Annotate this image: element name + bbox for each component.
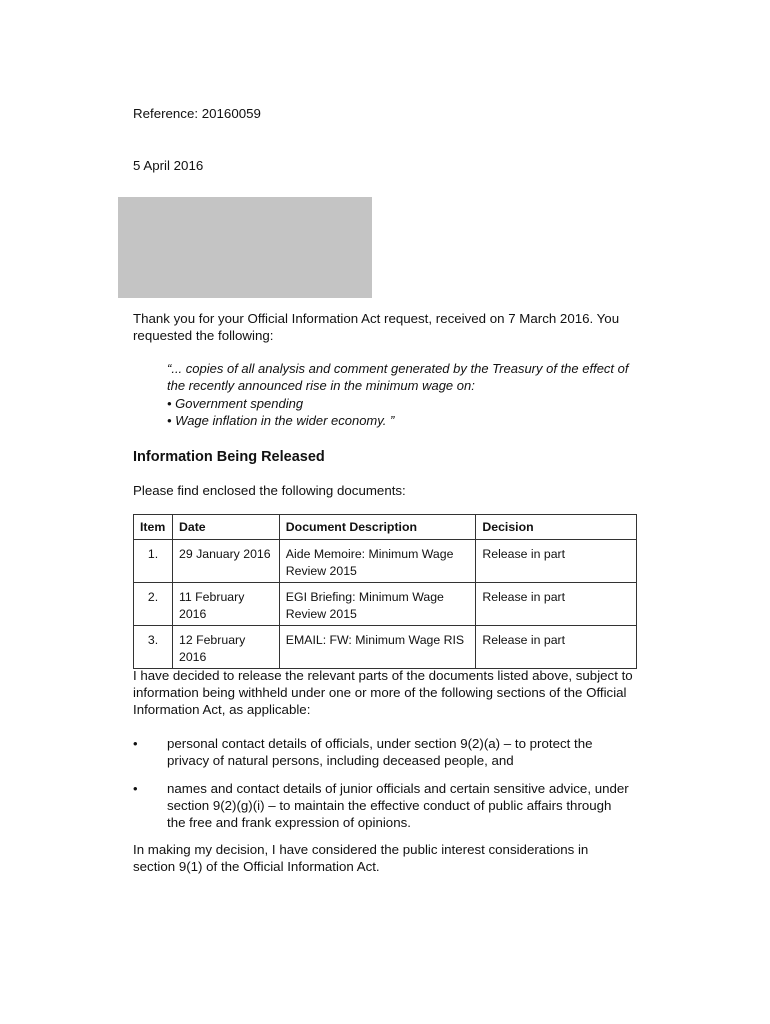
enclosed-intro: Please find enclosed the following documents: [133, 483, 406, 498]
section-heading: Information Being Released [133, 449, 325, 465]
cell-date: 12 February 2016 [172, 626, 279, 669]
cell-description: EGI Briefing: Minimum Wage Review 2015 [279, 583, 476, 626]
cell-description: EMAIL: FW: Minimum Wage RIS [279, 626, 476, 669]
letter-date: 5 April 2016 [133, 158, 204, 173]
request-quote [167, 360, 647, 429]
cell-decision: Release in part [476, 540, 637, 583]
table-row [134, 583, 637, 626]
decision-paragraph: I have decided to release the relevant parts of the documents listed above, subject to information being withheld under one or more of the following sections of the Official Information Act, as applicable: [133, 668, 633, 717]
cell-item: 2. [134, 583, 173, 626]
column-header-date: Date [172, 515, 279, 540]
table-row [134, 540, 637, 583]
quote-line: • Wage inflation in the wider economy. ” [167, 412, 395, 428]
table-row [134, 626, 637, 669]
closing-paragraph: In making my decision, I have considered the public interest considerations in section 9(1) of the Official Information Act. [133, 842, 589, 874]
bullet-text: names and contact details of junior officials and certain sensitive advice, under section 9(2)(g)(i) – to maintain the effective conduct of public affairs through the free and frank expression of opinions. [167, 781, 629, 830]
documents-table [133, 514, 637, 669]
quote-line: the recently announced rise in the minimum wage on: [167, 378, 475, 394]
cell-description: Aide Memoire: Minimum Wage Review 2015 [279, 540, 476, 583]
bullet-symbol: • [133, 736, 138, 751]
column-header-item: Item [134, 515, 173, 540]
cell-date: 11 February 2016 [172, 583, 279, 626]
cell-item: 3. [134, 626, 173, 669]
cell-date: 29 January 2016 [172, 540, 279, 583]
bullet-symbol: • [133, 781, 138, 796]
bullet-text: personal contact details of officials, under section 9(2)(a) – to protect the privacy of natural persons, including deceased people, and [167, 736, 593, 768]
reference-number: Reference: 20160059 [133, 106, 261, 121]
intro-paragraph: Thank you for your Official Information Act request, received on 7 March 2016. You requested the following: [133, 311, 620, 343]
quote-line: • Government spending [167, 395, 304, 411]
table-header-row [134, 515, 637, 540]
column-header-description: Document Description [279, 515, 476, 540]
redacted-address-block [118, 197, 372, 298]
column-header-decision: Decision [476, 515, 637, 540]
cell-item: 1. [134, 540, 173, 583]
cell-decision: Release in part [476, 626, 637, 669]
quote-line: “... copies of all analysis and comment generated by the Treasury of the effect of [167, 361, 629, 376]
cell-decision: Release in part [476, 583, 637, 626]
